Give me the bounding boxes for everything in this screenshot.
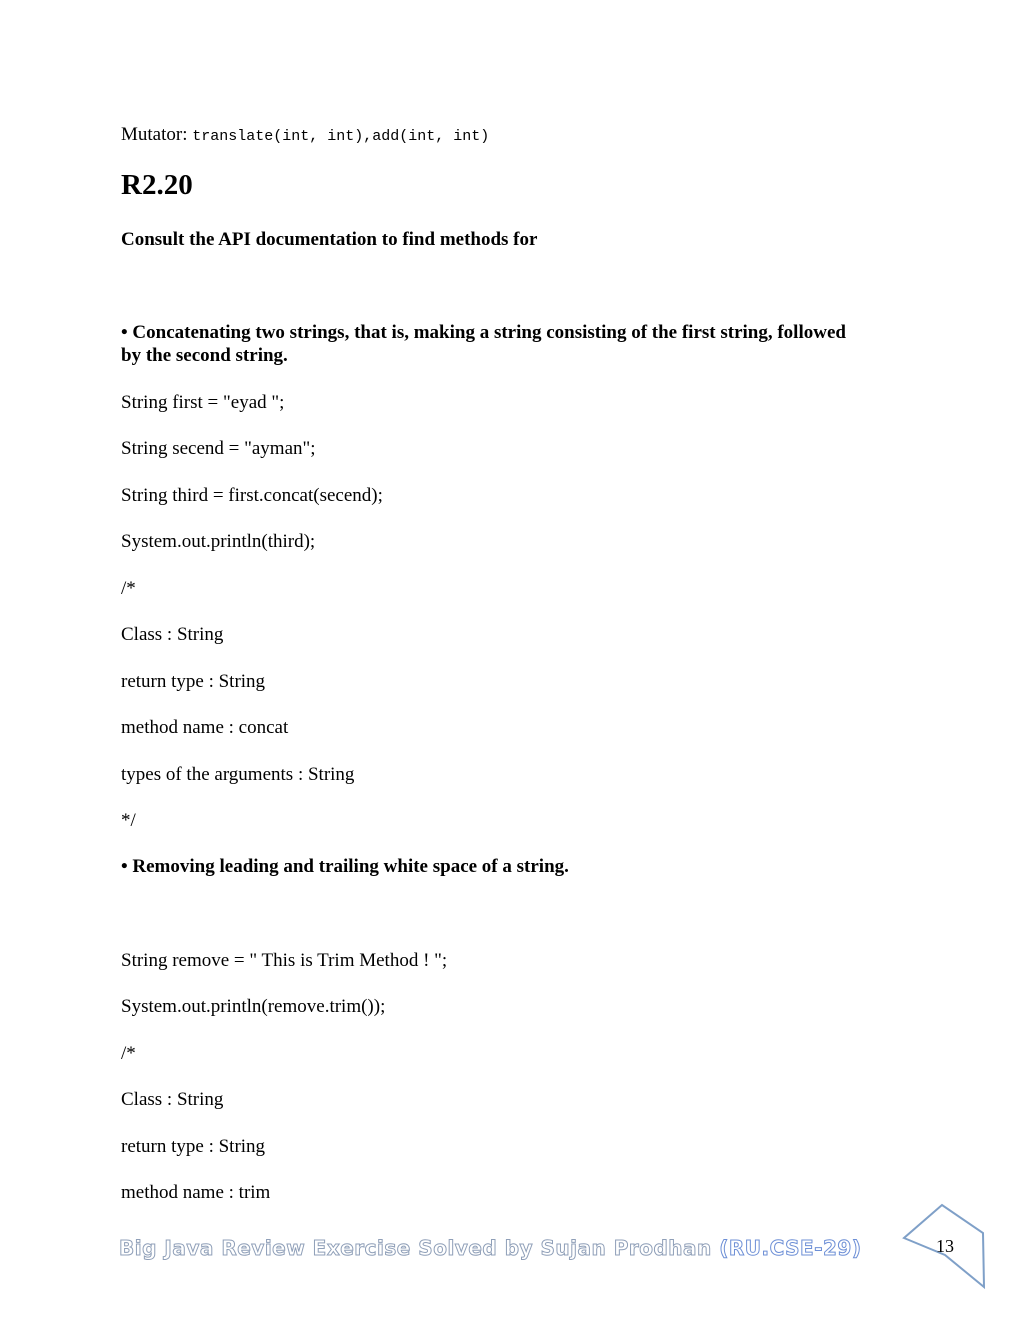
mutator-methods: translate(int, int),add(int, int) (192, 128, 490, 145)
comment-line: Class : String (121, 624, 224, 645)
code-line: String third = first.concat(secend); (121, 485, 383, 506)
comment-open: /* (121, 1043, 136, 1064)
comment-line: method name : trim (121, 1182, 271, 1203)
code-line: System.out.println(remove.trim()); (121, 996, 386, 1017)
mutator-label: Mutator: (121, 124, 193, 145)
page-number: 13 (936, 1236, 954, 1256)
comment-line: Class : String (121, 1089, 224, 1110)
comment-line: return type : String (121, 1136, 266, 1157)
concat-task-line1: • Concatenating two strings, that is, making a string consisting of the first string, followed (121, 322, 846, 343)
comment-close: */ (121, 810, 136, 831)
comment-line: types of the arguments : String (121, 764, 355, 785)
comment-line: return type : String (121, 671, 266, 692)
footer-title (119, 1236, 862, 1260)
section-title: R2.20 (121, 169, 193, 201)
mutator-line (121, 123, 489, 148)
section-prompt: Consult the API documentation to find methods for (121, 229, 538, 250)
trim-task: • Removing leading and trailing white space of a string. (121, 856, 569, 877)
code-line: String remove = " This is Trim Method ! "; (121, 950, 448, 971)
comment-line: method name : concat (121, 717, 289, 738)
code-line: String secend = "ayman"; (121, 438, 316, 459)
concat-task-line2: by the second string. (121, 345, 288, 366)
code-line: String first = "eyad "; (121, 392, 285, 413)
footer-text: Big Java Review Exercise Solved by Sujan Prodhan (119, 1236, 720, 1260)
comment-open: /* (121, 578, 136, 599)
code-line: System.out.println(third); (121, 531, 316, 552)
footer-tag: (RU.CSE-29) (719, 1236, 862, 1260)
